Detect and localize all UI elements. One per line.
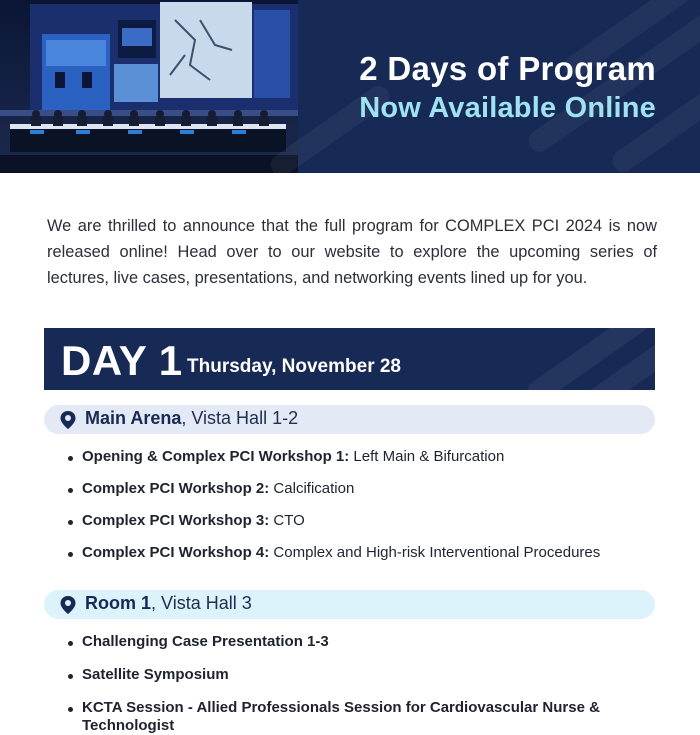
session-title: KCTA Session - Allied Professionals Session for Cardiovascular Nurse & Technologist	[82, 699, 600, 734]
venue-location: , Vista Hall 3	[151, 593, 252, 613]
list-item	[68, 448, 668, 480]
list-item	[68, 544, 668, 576]
session-title: Complex PCI Workshop 2:	[82, 480, 270, 497]
intro-paragraph: We are thrilled to announce that the full program for COMPLEX PCI 2024 is now released online! Head over to our website to explore the upcoming series of lectures, live cases, presentations, and networking events lined up for you.	[47, 217, 657, 287]
session-detail: Complex and High-risk Interventional Procedures	[269, 544, 601, 561]
session-title: Complex PCI Workshop 4:	[82, 544, 270, 561]
session-detail: CTO	[269, 512, 305, 529]
venue-label	[85, 593, 252, 614]
venue-name: Room 1	[85, 593, 152, 613]
conference-hall-photo	[0, 0, 298, 173]
session-title: Opening & Complex PCI Workshop 1:	[82, 448, 350, 465]
list-item	[68, 480, 668, 512]
session-title: Satellite Symposium	[82, 666, 229, 683]
map-pin-icon	[59, 410, 77, 430]
venue-location: , Vista Hall 1-2	[181, 408, 299, 428]
session-detail: Left Main & Bifurcation	[349, 448, 505, 465]
venue-name: Main Arena	[85, 408, 182, 428]
room-1-session-list	[68, 633, 668, 735]
map-pin-icon	[59, 595, 77, 615]
day-label: DAY 1	[61, 337, 183, 384]
list-item	[68, 666, 668, 699]
day-date: Thursday, November 28	[187, 356, 402, 377]
day-banner	[44, 328, 655, 390]
session-detail: Calcification	[269, 480, 355, 497]
hero-banner	[0, 0, 700, 173]
list-item	[68, 633, 668, 666]
main-arena-session-list	[68, 448, 668, 576]
venue-label	[85, 408, 298, 429]
venue-main-arena	[44, 405, 655, 434]
session-title: Challenging Case Presentation 1-3	[82, 633, 329, 650]
hero-headline-area	[300, 0, 700, 173]
session-title: Complex PCI Workshop 3:	[82, 512, 270, 529]
venue-room-1	[44, 590, 655, 619]
list-item	[68, 699, 608, 735]
hero-title: 2 Days of Program	[359, 50, 656, 87]
conference-stage-illustration	[0, 0, 298, 173]
hero-subtitle: Now Available Online	[359, 92, 656, 124]
list-item	[68, 512, 668, 544]
